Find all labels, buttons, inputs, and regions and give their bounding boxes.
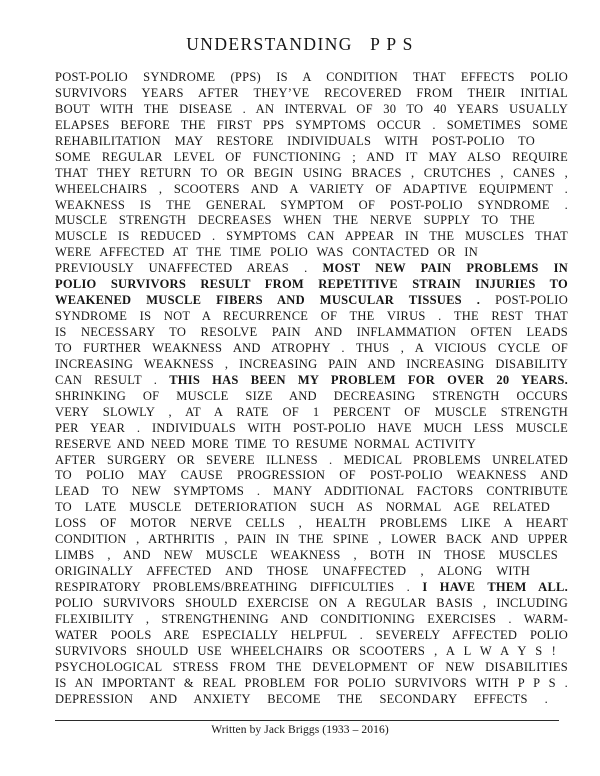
text-segment: POST-POLIO SYNDROME (PPS) IS A CONDITION THAT EFFECTS POLIO [55, 70, 568, 84]
text-segment: LEAD TO NEW SYMPTOMS . MANY ADDITIONAL FACTORS CONTRIBUTE [55, 484, 568, 499]
text-segment: REHABILITATION MAY RESTORE INDIVIDUALS WITH POST-POLIO TO [55, 133, 535, 148]
text-segment: MUSCLE STRENGTH DECREASES WHEN THE NERVE SUPPLY TO THE [55, 213, 535, 228]
text-segment: RESPIRATORY PROBLEMS/BREATHING DIFFICULTIES . [55, 580, 423, 594]
text-segment: POST-POLIO [495, 293, 568, 308]
text-segment: SOME REGULAR LEVEL OF FUNCTIONING ; AND IT MAY ALSO REQUIRE [55, 149, 568, 164]
text-line [55, 134, 568, 150]
text-line [55, 118, 568, 134]
text-segment: POLIO SURVIVORS SHOULD EXERCISE ON A REGULAR BASIS , INCLUDING [55, 595, 568, 610]
text-line [55, 468, 568, 484]
text-line [55, 86, 568, 102]
text-segment: SURVIVORS SHOULD USE WHEELCHAIRS OR SCOOTERS , A L W A Y S ! [55, 643, 556, 658]
text-line [55, 198, 568, 214]
text-line [55, 676, 568, 692]
text-line [55, 357, 568, 373]
text-line [55, 421, 568, 437]
text-segment: PSYCHOLOGICAL STRESS FROM THE DEVELOPMENT OF NEW DISABILITIES [55, 659, 568, 674]
text-line [55, 437, 568, 453]
text-segment: DEPRESSION AND ANXIETY BECOME THE SECONDARY EFFECTS . [55, 691, 548, 706]
text-line [55, 516, 568, 532]
text-line [55, 166, 568, 182]
text-line [55, 644, 568, 660]
text-line [55, 102, 568, 118]
text-segment: TO POLIO MAY CAUSE PROGRESSION OF POST-POLIO WEAKNESS AND [55, 468, 568, 483]
text-line [55, 628, 568, 644]
text-line [55, 245, 568, 261]
text-line [55, 500, 568, 516]
text-line [55, 277, 568, 293]
text-line [55, 229, 568, 245]
text-segment: PREVIOUSLY UNAFFECTED AREAS . [55, 261, 323, 276]
text-segment: WHEELCHAIRS , SCOOTERS AND A VARIETY OF ADAPTIVE EQUIPMENT . [55, 181, 568, 196]
text-segment: VERY SLOWLY , AT A RATE OF 1 PERCENT OF MUSCLE STRENGTH [55, 404, 568, 419]
text-line [55, 405, 568, 421]
text-line [55, 293, 568, 309]
text-line [55, 213, 568, 229]
footer-divider [55, 720, 559, 721]
text-line [55, 389, 568, 405]
text-line [55, 564, 568, 580]
text-segment: INCREASING WEAKNESS , INCREASING PAIN AND INCREASING DISABILITY [55, 356, 568, 371]
text-segment: WERE AFFECTED AT THE TIME POLIO WAS CONTACTED OR IN [55, 245, 478, 260]
text-segment: FLEXIBILITY , STRENGTHENING AND CONDITIONING EXERCISES . WARM- [55, 611, 568, 626]
text-segment: SYNDROME IS NOT A RECURRENCE OF THE VIRUS . THE REST THAT [55, 309, 568, 324]
text-segment: ELAPSES BEFORE THE FIRST PPS SYMPTOMS OCCUR . SOMETIMES SOME [55, 117, 568, 132]
text-line [55, 373, 568, 389]
text-line [55, 325, 568, 341]
text-line [55, 484, 568, 500]
bold-text-segment: WEAKENED MUSCLE FIBERS AND MUSCULAR TISSUES . [55, 293, 496, 308]
author-credit: Written by Jack Briggs (1933 – 2016) [211, 724, 389, 736]
text-segment: SURVIVORS YEARS AFTER THEY’VE RECOVERED FROM THEIR INITIAL [55, 85, 568, 100]
text-segment: CONDITION , ARTHRITIS , PAIN IN THE SPINE , LOWER BACK AND UPPER [55, 532, 568, 547]
text-line [55, 150, 568, 166]
text-segment: RESERVE AND NEED MORE TIME TO RESUME NORMAL ACTIVITY [55, 436, 476, 451]
text-line [55, 692, 568, 708]
text-segment: ORIGINALLY AFFECTED AND THOSE UNAFFECTED , ALONG WITH [55, 564, 530, 579]
bold-text-segment: POLIO SURVIVORS RESULT FROM REPETITIVE STRAIN INJURIES TO [55, 277, 568, 292]
text-line [55, 70, 568, 86]
page-title: UNDERSTANDING P P S [186, 34, 414, 54]
text-line [55, 261, 568, 277]
text-segment: TO FURTHER WEAKNESS AND ATROPHY . THUS , A VICIOUS CYCLE OF [55, 340, 568, 355]
text-line [55, 548, 568, 564]
bold-text-segment: I HAVE THEM ALL. [422, 580, 568, 594]
text-segment: WEAKNESS IS THE GENERAL SYMPTOM OF POST-POLIO SYNDROME . [55, 197, 568, 212]
text-segment: THAT THEY RETURN TO OR BEGIN USING BRACES , CRUTCHES , CANES , [55, 165, 568, 180]
text-line [55, 612, 568, 628]
text-line [55, 660, 568, 676]
body-text [55, 70, 568, 708]
text-line [55, 341, 568, 357]
text-line [55, 182, 568, 198]
text-segment: PER YEAR . INDIVIDUALS WITH POST-POLIO HAVE MUCH LESS MUSCLE [55, 420, 568, 435]
text-line [55, 309, 568, 325]
text-segment: IS NECESSARY TO RESOLVE PAIN AND INFLAMMATION OFTEN LEADS [55, 325, 568, 339]
text-line [55, 532, 568, 548]
text-segment: WATER POOLS ARE ESPECIALLY HELPFUL . SEVERELY AFFECTED POLIO [55, 627, 568, 642]
text-line [55, 453, 568, 469]
text-segment: AFTER SURGERY OR SEVERE ILLNESS . MEDICAL PROBLEMS UNRELATED [55, 452, 568, 467]
text-segment: LIMBS , AND NEW MUSCLE WEAKNESS , BOTH IN THOSE MUSCLES [55, 548, 558, 563]
bold-text-segment: MOST NEW PAIN PROBLEMS IN [322, 261, 568, 276]
text-segment: LOSS OF MOTOR NERVE CELLS , HEALTH PROBLEMS LIKE A HEART [55, 516, 568, 531]
text-segment: TO LATE MUSCLE DETERIORATION SUCH AS NORMAL AGE RELATED [55, 500, 550, 515]
text-segment: BOUT WITH THE DISEASE . AN INTERVAL OF 30 TO 40 YEARS USUALLY [55, 101, 568, 116]
text-segment: MUSCLE IS REDUCED . SYMPTOMS CAN APPEAR IN THE MUSCLES THAT [55, 229, 568, 244]
bold-text-segment: THIS HAS BEEN MY PROBLEM FOR OVER 20 YEARS. [169, 372, 568, 387]
text-segment: SHRINKING OF MUSCLE SIZE AND DECREASING STRENGTH OCCURS [55, 388, 568, 403]
text-segment: IS AN IMPORTANT & REAL PROBLEM FOR POLIO SURVIVORS WITH P P S . [55, 675, 568, 690]
text-line [55, 596, 568, 612]
text-segment: CAN RESULT . [55, 372, 170, 387]
text-line [55, 580, 568, 596]
